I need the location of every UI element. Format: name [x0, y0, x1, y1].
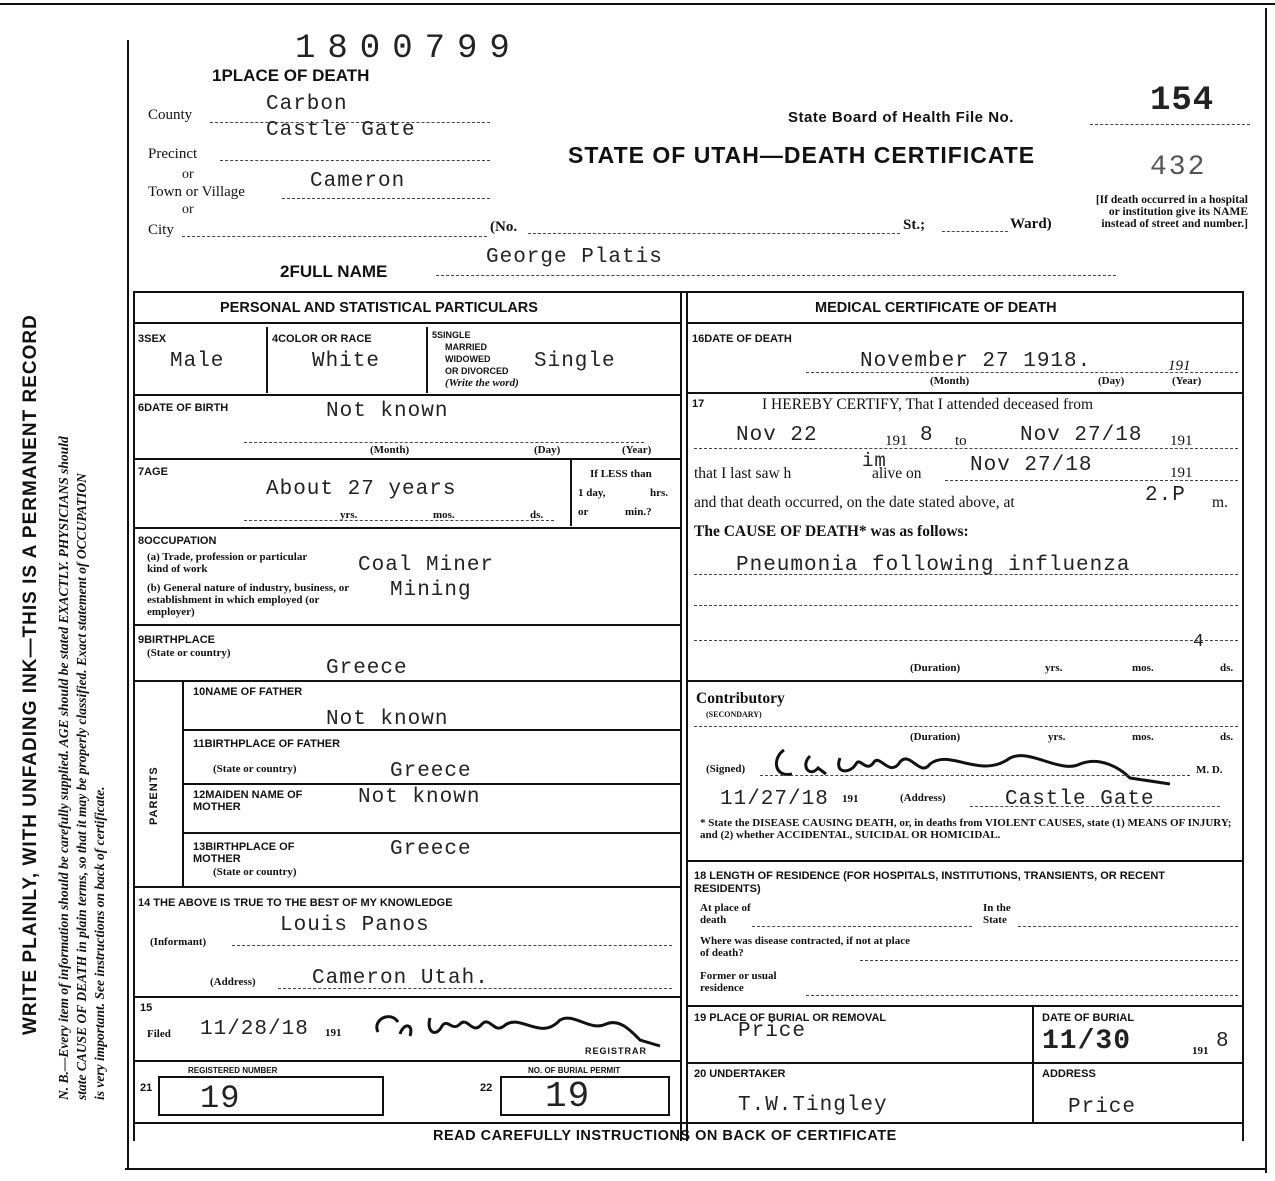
filed-value: 11/28/18 [200, 1018, 309, 1041]
margin-line-1: N. B.—Every item of information should be carefully supplied. AGE should be stated EXACTLY. PHYSICIANS should [56, 436, 71, 1100]
bottom-border [125, 1168, 1267, 1170]
dob-value: Not known [326, 400, 449, 423]
last-saw-value: Nov 27/18 [970, 454, 1093, 477]
undertaker-address-label: ADDRESS [1042, 1068, 1096, 1080]
filed-label: Filed [147, 1028, 171, 1040]
signed-191: 191 [842, 793, 859, 805]
precinct-value: Castle Gate [266, 119, 416, 142]
attended-to-label: to [955, 433, 967, 449]
age-mos-label: mos. [433, 509, 455, 521]
city-no-label: (No. [490, 219, 518, 235]
undertaker-label: 20 UNDERTAKER [694, 1068, 786, 1080]
dob-label: 6DATE OF BIRTH [138, 402, 229, 414]
father-birthplace-sub: (State or country) [213, 763, 297, 775]
contrib-duration-ds: ds. [1220, 731, 1234, 743]
death-date-year-label: (Year) [1172, 375, 1202, 387]
reg-number-index: 21 [140, 1082, 153, 1094]
attended-from: Nov 22 [736, 424, 818, 447]
burial-date-value: 11/30 [1042, 1026, 1132, 1057]
county-label: County [148, 107, 193, 123]
attended-191a: 191 [885, 433, 908, 449]
margin-line-2: state CAUSE OF DEATH in plain terms, so that it may be properly classified. Exact statement of OCCUPATION [74, 473, 89, 1100]
burial-permit-index: 22 [480, 1082, 493, 1094]
registrar-signature [370, 1002, 670, 1052]
duration-mos: mos. [1132, 662, 1154, 674]
left-margin-line [127, 40, 129, 1170]
city-st-label: St.; [903, 217, 926, 233]
dob-month-label: (Month) [370, 444, 410, 456]
duration-label: (Duration) [910, 662, 961, 674]
birthplace-label: 9BIRTHPLACE [138, 634, 216, 646]
race-label: 4COLOR OR RACE [272, 333, 372, 345]
age-hrs-label: hrs. [650, 487, 669, 499]
right-border [1265, 8, 1267, 1173]
city-label: City [148, 222, 174, 238]
occupation-b-value: Mining [390, 579, 472, 602]
burial-place-value: Price [738, 1020, 807, 1043]
filed-number: 15 [140, 1002, 153, 1014]
age-or-label: or [578, 506, 589, 518]
cause-value: Pneumonia following influenza [736, 554, 1131, 577]
death-date-label: 16DATE OF DEATH [692, 333, 792, 345]
informant-heading: 14 THE ABOVE IS TRUE TO THE BEST OF MY KNOWLEDGE [138, 897, 453, 909]
last-saw-alive: alive on [872, 465, 922, 482]
occupation-b-label: (b) General nature of industry, business, or establishment in which employed (or employer) [147, 582, 349, 618]
or-label-2: or [182, 202, 194, 217]
attended-to-value: Nov 27/18 [1020, 424, 1143, 447]
physician-signature [770, 738, 1190, 788]
informant-address-value: Cameron Utah. [312, 967, 489, 990]
father-birthplace-label: 11BIRTHPLACE OF FATHER [193, 738, 341, 750]
file-no-value: 154 [1150, 82, 1215, 120]
informant-label: (Informant) [150, 936, 207, 948]
dob-day-label: (Day) [534, 444, 561, 456]
informant-value: Louis Panos [280, 914, 430, 937]
sex-label: 3SEX [138, 333, 167, 345]
age-value: About 27 years [266, 478, 457, 501]
duration-yrs: yrs. [1045, 662, 1063, 674]
signed-label: (Signed) [706, 763, 746, 775]
residence-at-place: At place of death [700, 902, 751, 926]
certificate-title: STATE OF UTAH—DEATH CERTIFICATE [568, 142, 1036, 168]
occupation-a-value: Coal Miner [358, 554, 495, 577]
marital-label-5: (Write the word) [445, 377, 519, 389]
contrib-duration-label: (Duration) [910, 731, 961, 743]
birthplace-value: Greece [326, 657, 408, 680]
age-ds-label: ds. [530, 509, 544, 521]
reg-number-label: REGISTERED NUMBER [188, 1066, 278, 1075]
burial-date-8: 8 [1216, 1030, 1230, 1053]
death-m: m. [1212, 494, 1228, 511]
precinct-label: Precinct [148, 146, 198, 162]
mother-value: Not known [358, 786, 481, 809]
contributory-label: Contributory [696, 690, 785, 707]
marital-label-2: MARRIED [445, 342, 487, 352]
physician-address-label: (Address) [900, 792, 946, 804]
contrib-duration-mos: mos. [1132, 731, 1154, 743]
death-date-value: November 27 1918. [860, 350, 1092, 373]
contributory-sub: (SECONDARY) [706, 710, 762, 719]
informant-address-label: (Address) [210, 976, 256, 988]
full-name-value: George Platis [486, 246, 663, 269]
contrib-duration-yrs: yrs. [1048, 731, 1066, 743]
margin-main-text: WRITE PLAINLY, WITH UNFADING INK—THIS IS A PERMANENT RECORD [20, 314, 41, 1035]
birthplace-sub: (State or country) [147, 647, 231, 659]
occupation-label: 8OCCUPATION [138, 535, 217, 547]
full-name-label: 2FULL NAME [280, 262, 388, 281]
residence-heading: 18 LENGTH OF RESIDENCE (FOR HOSPITALS, INSTITUTIONS, TRANSIENTS, OR RECENT RESIDENTS) [694, 870, 1165, 895]
margin-line-3: is very important. See instructions on back of certificate. [92, 786, 107, 1100]
or-label-1: or [182, 167, 194, 182]
parents-label: PARENTS [148, 766, 160, 825]
burial-place-label: 19 PLACE OF BURIAL OR REMOVAL [694, 1012, 887, 1024]
marital-label-4: OR DIVORCED [445, 366, 509, 376]
town-label: Town or Village [148, 184, 245, 200]
physician-address-value: Castle Gate [1005, 788, 1155, 811]
father-value: Not known [326, 708, 449, 731]
age-yrs-label: yrs. [340, 509, 358, 521]
medical-heading: MEDICAL CERTIFICATE OF DEATH [815, 300, 1057, 316]
marital-label-1: 5SINGLE [432, 330, 471, 340]
last-saw-text: that I last saw h [694, 465, 792, 482]
footer-instructions: READ CAREFULLY INSTRUCTIONS ON BACK OF CERTIFICATE [433, 1128, 897, 1144]
death-date-191: 191 [1168, 358, 1191, 374]
last-saw-im: im [862, 450, 887, 472]
residence-contracted: Where was disease contracted, if not at place of death? [700, 935, 910, 959]
residence-former: Former or usual residence [700, 970, 777, 994]
place-of-death-heading: 1PLACE OF DEATH [212, 66, 370, 85]
dob-year-label: (Year) [622, 444, 652, 456]
certify-text: I HEREBY CERTIFY, That I attended deceased from [762, 396, 1094, 413]
death-occurred-text: and that death occurred, on the date stated above, at [694, 494, 1015, 511]
signed-date: 11/27/18 [720, 788, 829, 811]
death-date-day-label: (Day) [1098, 375, 1125, 387]
md-label: M. D. [1196, 764, 1223, 776]
reg-number-value: 19 [200, 1080, 241, 1117]
undertaker-address-value: Price [1068, 1096, 1137, 1119]
certify-number: 17 [692, 398, 705, 410]
sex-value: Male [170, 350, 225, 373]
undertaker-value: T.W.Tingley [738, 1094, 888, 1117]
mother-label: 12MAIDEN NAME OF MOTHER [193, 789, 303, 813]
marital-label-3: WIDOWED [445, 354, 491, 364]
death-time: 2.P [1145, 484, 1186, 507]
age-label: 7AGE [138, 466, 168, 478]
town-value: Cameron [310, 170, 406, 193]
duration-ds: ds. [1220, 662, 1234, 674]
file-no-label: State Board of Health File No. [788, 109, 1014, 126]
age-less-label: If LESS than [590, 468, 652, 480]
burial-date-label: DATE OF BURIAL [1042, 1012, 1135, 1024]
county-value: Carbon [266, 93, 348, 116]
race-value: White [312, 350, 381, 373]
duration-value: 4 [1193, 632, 1205, 652]
medical-footnote: * State the DISEASE CAUSING DEATH, or, in deaths from VIOLENT CAUSES, state (1) MEANS OF INJURY; and (2) whether ACCIDENTAL, SUICIDAL OR HOMICIDAL. [700, 817, 1232, 841]
age-min-label: min.? [625, 506, 652, 518]
file-no-extra: 432 [1150, 152, 1207, 183]
residence-in-state: In the State [983, 902, 1011, 926]
marital-value: Single [534, 350, 616, 373]
age-less-day-label: 1 day, [578, 487, 606, 499]
hospital-note: [If death occurred in a hospital or institution give its NAME instead of street and number.] [1095, 194, 1248, 230]
city-ward-label: Ward) [1010, 216, 1052, 232]
mother-birthplace-value: Greece [390, 838, 472, 861]
serial-number: 1800799 [295, 30, 522, 68]
top-border [0, 3, 1275, 5]
attended-191b: 191 [1170, 433, 1193, 449]
cause-heading: The CAUSE OF DEATH* was as follows: [694, 523, 969, 540]
death-date-month-label: (Month) [930, 375, 970, 387]
burial-permit-label: NO. OF BURIAL PERMIT [528, 1066, 621, 1075]
filed-191: 191 [325, 1027, 342, 1039]
occupation-a-label: (a) Trade, profession or particular kind of work [147, 551, 308, 575]
mother-birthplace-sub: (State or country) [213, 866, 297, 878]
burial-date-191: 191 [1192, 1045, 1209, 1057]
father-birthplace-value: Greece [390, 760, 472, 783]
mother-birthplace-label: 13BIRTHPLACE OF MOTHER [193, 841, 295, 865]
personal-heading: PERSONAL AND STATISTICAL PARTICULARS [220, 300, 538, 316]
father-label: 10NAME OF FATHER [193, 686, 303, 698]
reg-number-box [158, 1076, 384, 1116]
last-saw-191: 191 [1170, 465, 1193, 481]
attended-8: 8 [920, 424, 934, 447]
registrar-label: REGISTRAR [585, 1046, 648, 1056]
burial-permit-value: 19 [545, 1076, 591, 1117]
